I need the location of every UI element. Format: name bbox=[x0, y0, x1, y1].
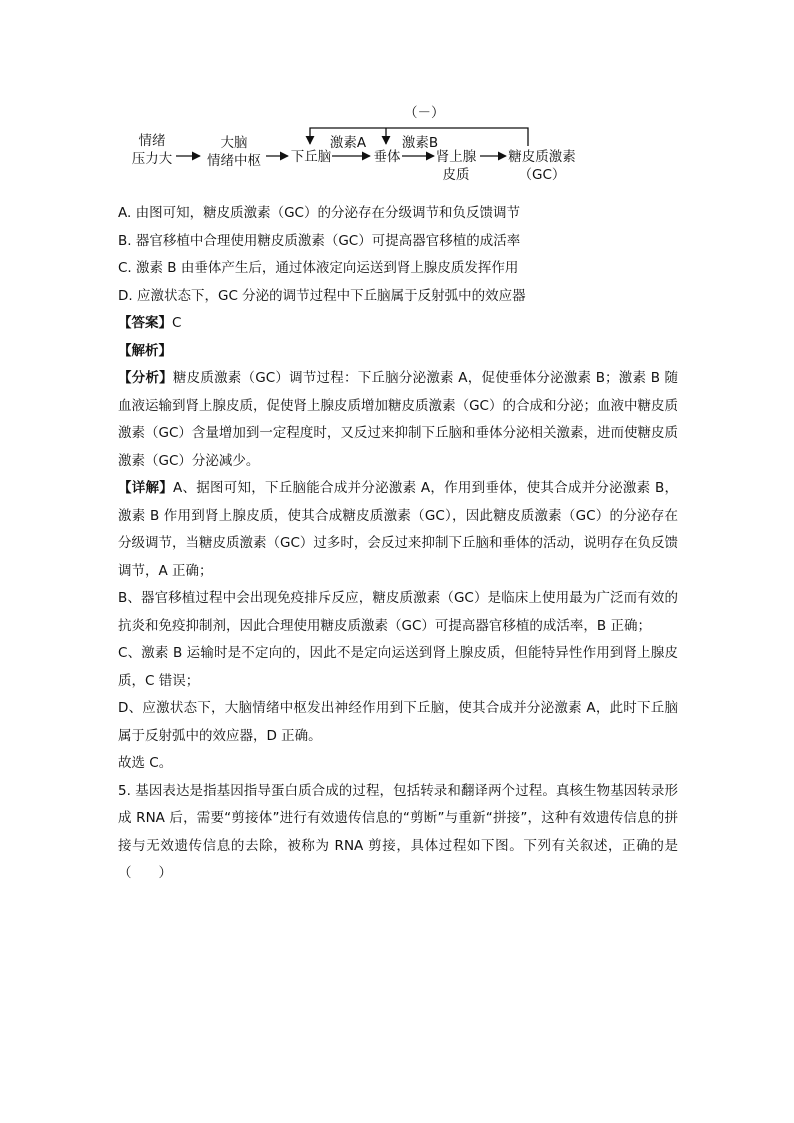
option-a: A. 由图可知，糖皮质激素（GC）的分泌存在分级调节和负反馈调节 bbox=[118, 205, 520, 221]
analysis-tag: 【解析】 bbox=[118, 342, 172, 359]
pituitary-label: 垂体 bbox=[373, 149, 401, 165]
brain-center-line2: 情绪中枢 bbox=[207, 153, 261, 169]
xiangjie-paragraph bbox=[118, 475, 678, 585]
answer-value: C bbox=[172, 315, 182, 331]
stimulus-label-line1: 情绪 bbox=[138, 133, 166, 149]
option-c: C. 激素 B 由垂体产生后，通过体液定向运送到肾上腺皮质发挥作用 bbox=[118, 260, 519, 276]
hormone-regulation-diagram bbox=[120, 100, 600, 192]
gc-label-line1: 糖皮质激素 bbox=[508, 149, 576, 165]
answer-line bbox=[118, 310, 678, 338]
hypothalamus-label: 下丘脑 bbox=[290, 149, 332, 165]
xiangjie-tag: 【详解】 bbox=[118, 480, 174, 496]
option-b: B. 器官移植中合理使用糖皮质激素（GC）可提高器官移植的成活率 bbox=[118, 232, 521, 249]
gc-label-line2: （GC） bbox=[518, 167, 566, 183]
adrenal-line2: 皮质 bbox=[442, 167, 470, 183]
hormone-a-label: 激素A bbox=[329, 135, 367, 151]
detail-b-paragraph: B、器官移植过程中会出现免疫排斥反应，糖皮质激素（GC）是临床上使用最为广泛而有效的抗炎和免疫抑制剂，因此合理使用糖皮质激素（GC）可提高器官移植的成活率，B 正确； bbox=[118, 590, 678, 634]
xiangjie-a-text: A、据图可知，下丘脑能合成并分泌激素 A，作用到垂体，使其合成并分泌激素 B，激素 B 作用到肾上腺皮质，使其合成糖皮质激素（GC），因此糖皮质激素（GC）的分泌存在分级调节，当糖皮质激素（GC）过多时，会反过来抑制下丘脑和垂体的活动，说明存在负反馈调节，A 正确； bbox=[118, 480, 678, 579]
detail-d-paragraph: D、应激状态下，大脑情绪中枢发出神经作用到下丘脑，使其合成并分泌激素 A，此时下丘脑属于反射弧中的效应器，D 正确。 bbox=[118, 700, 678, 744]
detail-c-paragraph: C、激素 B 运输时是不定向的，因此不是定向运送到肾上腺皮质，但能特异性作用到肾上腺皮质，C 错误； bbox=[118, 645, 678, 689]
stimulus-label-line2: 压力大 bbox=[131, 151, 173, 167]
analysis-line bbox=[118, 338, 678, 366]
fenxi-text: 糖皮质激素（GC）调节过程：下丘脑分泌激素 A，促使垂体分泌激素 B；激素 B 随血液运输到肾上腺皮质，促使肾上腺皮质增加糖皮质激素（GC）的合成和分泌；血液中糖皮质激素（GC）含量增加到一定程度时，又反过来抑制下丘脑和垂体分泌相关激素，进而使糖皮质激素（GC）分泌减少。 bbox=[118, 370, 679, 469]
feedback-label: （－） bbox=[404, 105, 445, 121]
brain-center-line1: 大脑 bbox=[220, 135, 248, 151]
fenxi-paragraph bbox=[118, 365, 678, 475]
fenxi-tag: 【分析】 bbox=[118, 370, 173, 386]
conclusion-line: 故选 C。 bbox=[118, 755, 173, 771]
hormone-b-label: 激素B bbox=[401, 135, 439, 151]
adrenal-line1: 肾上腺 bbox=[435, 149, 477, 165]
answer-tag: 【答案】 bbox=[118, 315, 172, 331]
option-d: D. 应激状态下，GC 分泌的调节过程中下丘脑属于反射弧中的效应器 bbox=[118, 287, 526, 304]
options-block bbox=[118, 200, 678, 888]
question-5-paragraph: 5. 基因表达是指基因指导蛋白质合成的过程，包括转录和翻译两个过程。真核生物基因转录形成 RNA 后，需要“剪接体”进行有效遗传信息的“剪断”与重新“拼接”，这种有效遗传信息的拼接与无效遗传信息的去除，被称为 RNA 剪接，具体过程如下图。下列有关叙述，正确的是（ ） bbox=[118, 782, 678, 881]
